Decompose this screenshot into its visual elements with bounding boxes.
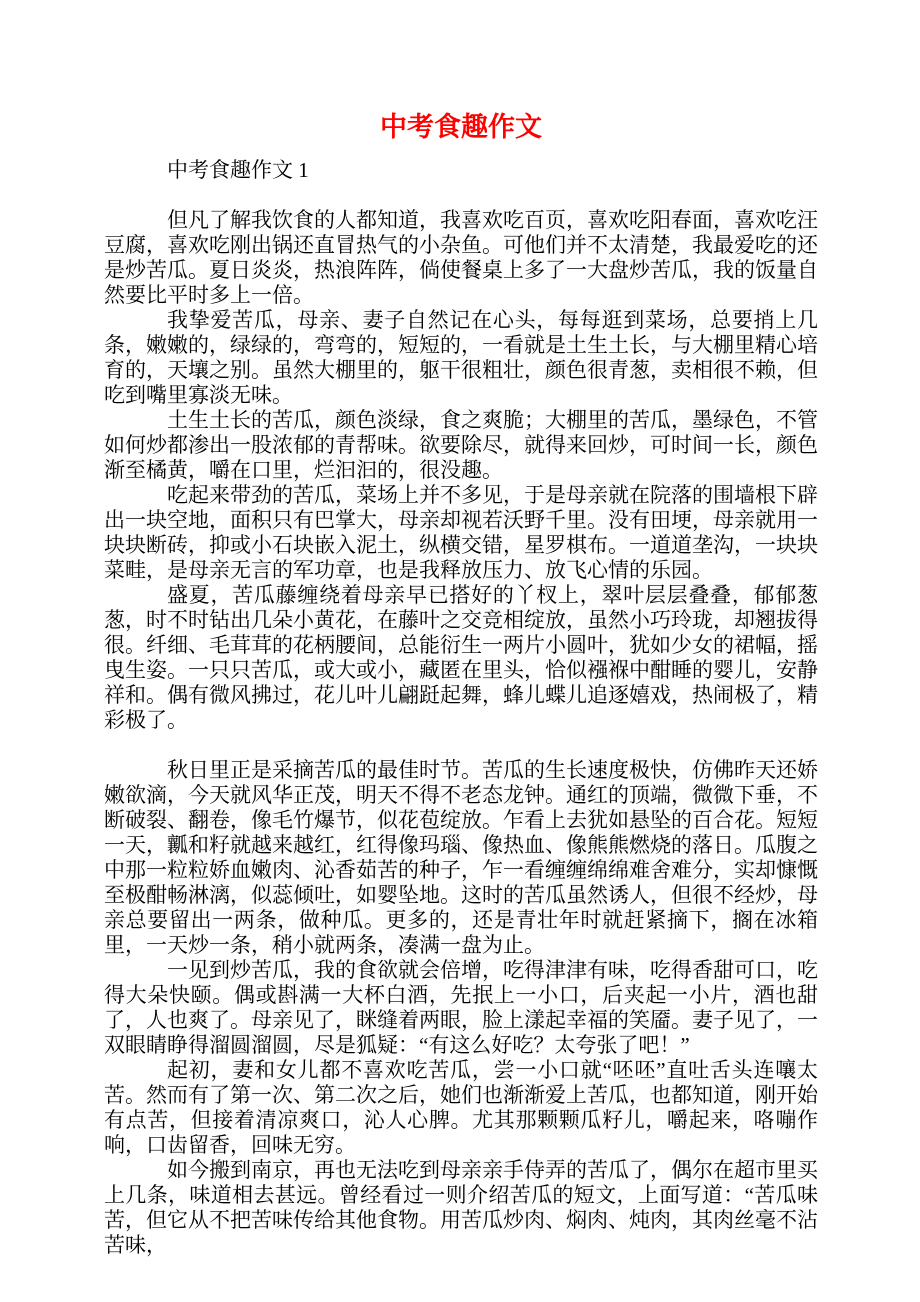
paragraph: 如今搬到南京，再也无法吃到母亲亲手侍弄的苦瓜了，偶尔在超市里买上几条，味道相去甚远。曾经看过一则介绍苦瓜的短文，上面写道：“苦瓜味苦，但它从不把苦味传给其他食物。用苦瓜炒肉、焖肉、炖肉，其肉丝毫不沾苦味，: [104, 1158, 818, 1257]
page-title: 中考食趣作文: [380, 112, 542, 142]
paragraph: 吃起来带劲的苦瓜，菜场上并不多见，于是母亲就在院落的围墙根下辟出一块空地，面积只有巴掌大，母亲却视若沃野千里。没有田埂，母亲就用一块块断砖，抑或小石块嵌入泥土，纵横交错，星罗棋布。一道道垄沟，一块块菜畦，是母亲无言的军功章，也是我释放压力、放飞心情的乐园。: [104, 483, 818, 582]
paragraph: 秋日里正是采摘苦瓜的最佳时节。苦瓜的生长速度极快，仿佛昨天还娇嫩欲滴，今天就风华正茂，明天不得不老态龙钟。通红的顶端，微微下垂，不断破裂、翻卷，像毛竹爆节，似花苞绽放。乍看上去犹如悬坠的百合花。短短一天，瓤和籽就越来越红，红得像玛瑙、像热血、像熊熊燃烧的落日。瓜腹之中那一粒粒娇血嫩肉、沁香茹苦的种子，乍一看缠缠绵绵难舍难分，实却慷慨至极酣畅淋漓，似蕊倾吐，如婴坠地。这时的苦瓜虽然诱人，但很不经炒，母亲总要留出一两条，做种瓜。更多的，还是青壮年时就赶紧摘下，搁在冰箱里，一天炒一条，稍小就两条，凑满一盘为止。: [104, 758, 818, 957]
paragraph-spacer: [104, 733, 818, 758]
paragraph: 土生土长的苦瓜，颜色淡绿，食之爽脆；大棚里的苦瓜，墨绿色，不管如何炒都渗出一股浓郁的青帮味。欲要除尽，就得来回炒，可时间一长，颜色渐至橘黄，嚼在口里，烂汩汩的，很没趣。: [104, 408, 818, 482]
paragraph: 一见到炒苦瓜，我的食欲就会倍增，吃得津津有味，吃得香甜可口，吃得大朵快颐。偶或斟满一大杯白酒，先抿上一小口，后夹起一小片，酒也甜了，人也爽了。母亲见了，眯缝着两眼，脸上漾起幸福的笑靥。妻子见了，一双眼睛睁得溜圆溜圆，尽是狐疑：“有这么好吃？太夸张了吧！”: [104, 958, 818, 1057]
paragraph: 起初，妻和女儿都不喜欢吃苦瓜，尝一小口就“呸呸”直吐舌头连嚷太苦。然而有了第一次、第二次之后，她们也渐渐爱上苦瓜，也都知道，刚开始有点苦，但接着清凉爽口，沁人心脾。尤其那颗颗瓜籽儿，嚼起来，咯嘣作响，口齿留香，回味无穷。: [104, 1058, 818, 1157]
paragraph: 但凡了解我饮食的人都知道，我喜欢吃百页，喜欢吃阳春面，喜欢吃汪豆腐，喜欢吃刚出锅还直冒热气的小杂鱼。可他们并不太清楚，我最爱吃的还是炒苦瓜。夏日炎炎，热浪阵阵，倘使餐桌上多了一大盘炒苦瓜，我的饭量自然要比平时多上一倍。: [104, 208, 818, 307]
document-content: [104, 108, 818, 1258]
subtitle: 中考食趣作文 1: [167, 158, 309, 182]
paragraph: 我挚爱苦瓜，母亲、妻子自然记在心头，每每逛到菜场，总要捎上几条，嫩嫩的，绿绿的，弯弯的，短短的，一看就是土生土长，与大棚里精心培育的，天壤之别。虽然大棚里的，躯干很粗壮，颜色很青葱，卖相很不赖，但吃到嘴里寡淡无味。: [104, 308, 818, 407]
paragraph: 盛夏，苦瓜藤缠绕着母亲早已搭好的丫杈上，翠叶层层叠叠，郁郁葱葱，时不时钻出几朵小黄花，在藤叶之交竞相绽放，虽然小巧玲珑，却翘拔得很。纤细、毛茸茸的花柄腰间，总能衍生一两片小圆叶，犹如少女的裙幅，摇曳生姿。一只只苦瓜，或大或小，藏匿在里头，恰似襁褓中酣睡的婴儿，安静祥和。偶有微风拂过，花儿叶儿翩跹起舞，蜂儿蝶儿追逐嬉戏，热闹极了，精彩极了。: [104, 583, 818, 732]
